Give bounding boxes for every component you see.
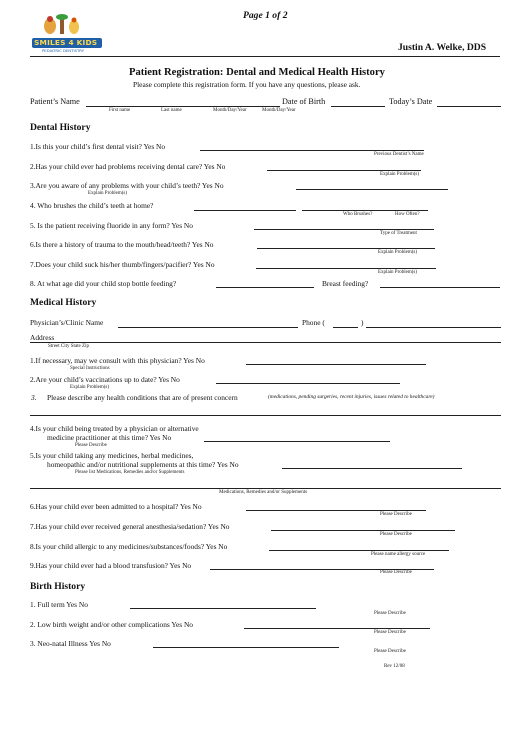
- dental-q4-caption-who: Who Brushes?: [343, 212, 373, 217]
- medical-q2: 2.Are your child’s vaccinations up to date? Yes No: [30, 375, 180, 384]
- medical-q8-caption: Please name allergy source: [371, 552, 426, 557]
- today-date-field[interactable]: [437, 106, 501, 107]
- dental-q4-often-field[interactable]: [302, 210, 428, 211]
- phone-area-field[interactable]: [333, 327, 358, 328]
- dental-q6: 6.Is there a history of trauma to the mouth/head/teeth? Yes No: [30, 240, 214, 249]
- dental-q8-bottle-field[interactable]: [216, 287, 314, 288]
- birth-q3-field[interactable]: [153, 647, 339, 648]
- today-date-label: Today’s Date: [389, 97, 433, 106]
- dental-q8: 8. At what age did your child stop bottle feeding?: [30, 279, 177, 288]
- caption-last-name: Last name: [161, 108, 182, 113]
- dental-q6-caption: Explain Problem(s): [378, 250, 418, 255]
- dental-q4: 4. Who brushes the child’s teeth at home?: [30, 201, 154, 210]
- dental-q1-caption: Previous Dentist’s Name: [374, 152, 424, 157]
- medical-q6: 6.Has your child ever been admitted to a hospital? Yes No: [30, 502, 202, 511]
- medical-q8-field[interactable]: [269, 550, 449, 551]
- medical-q3: Please describe any health conditions that are of present concern: [47, 393, 238, 402]
- dental-q6-field[interactable]: [257, 248, 435, 249]
- birth-q1-field[interactable]: [130, 608, 316, 609]
- dental-q2: 2.Has your child ever had problems receiving dental care? Yes No: [30, 162, 226, 171]
- medical-q4-caption: Please Describe: [75, 443, 107, 448]
- page-number: Page 1 of 2: [243, 10, 288, 21]
- dental-history-heading: Dental History: [30, 122, 91, 133]
- medical-q2-caption: Explain Problem(s): [70, 385, 110, 390]
- logo-text: SMILES 4 KIDS: [34, 38, 98, 47]
- dental-q3: 3.Are you aware of any problems with your child’s teeth? Yes No: [30, 181, 224, 190]
- medical-q7: 7.Has your child ever received general anesthesia/sedation? Yes No: [30, 522, 230, 531]
- dental-q8-breast-label: Breast feeding?: [322, 279, 369, 288]
- revision-label: Rev 12/08: [384, 664, 405, 669]
- patient-name-label: Patient’s Name: [30, 97, 80, 106]
- header-rule: [30, 56, 500, 57]
- medical-q9-caption: Please Describe: [380, 570, 412, 575]
- doctor-name: Justin A. Welke, DDS: [398, 42, 487, 53]
- medical-q1-caption: Special Instructions: [70, 366, 110, 371]
- phone-label: Phone (: [302, 318, 325, 327]
- birth-q3: 3. Neo-natal Illness Yes No: [30, 639, 111, 648]
- medical-q5-caption: Please list Medications, Remedies and/or Supplements: [75, 470, 185, 475]
- medical-q3-field[interactable]: [30, 415, 501, 416]
- medical-q1-field[interactable]: [246, 364, 426, 365]
- form-subtitle: Please complete this registration form. If you have any questions, please ask.: [133, 80, 361, 89]
- dob-label: Date of Birth: [282, 97, 326, 106]
- dental-q5: 5. Is the patient receiving fluoride in any form? Yes No: [30, 221, 193, 230]
- medical-q3-number: 3.: [31, 393, 37, 402]
- dental-q2-field[interactable]: [267, 170, 421, 171]
- medical-q4-line2: medicine practitioner at this time? Yes No: [47, 433, 172, 442]
- dental-q7-field[interactable]: [256, 268, 436, 269]
- medical-q3-note: (medications, pending surgeries, recent injuries, issues related to healthcare): [268, 394, 435, 400]
- dental-q7: 7.Does your child suck his/her thumb/fingers/pacifier? Yes No: [30, 260, 215, 269]
- logo-subtext: PEDIATRIC DENTISTRY: [42, 48, 85, 53]
- dental-q4-who-field[interactable]: [194, 210, 296, 211]
- dental-q1: 1.Is this your child’s first dental visit? Yes No: [30, 142, 166, 151]
- dental-q2-caption: Explain Problem(s): [380, 172, 420, 177]
- dental-q4-caption-often: How Often?: [395, 212, 420, 217]
- dental-q8-breast-field[interactable]: [380, 287, 500, 288]
- birth-q2: 2. Low birth weight and/or other complications Yes No: [30, 620, 193, 629]
- address-field[interactable]: [30, 342, 501, 343]
- phone-number-field[interactable]: [366, 327, 501, 328]
- medical-history-heading: Medical History: [30, 297, 97, 308]
- medical-q5-field-2[interactable]: [30, 488, 501, 489]
- clinic-logo: [32, 12, 102, 54]
- medical-q4-field[interactable]: [204, 441, 390, 442]
- medical-q9: 9.Has your child ever had a blood transfusion? Yes No: [30, 561, 192, 570]
- caption-date-2: Month/Day/Year: [262, 108, 296, 113]
- patient-name-field[interactable]: [86, 106, 280, 107]
- address-label: Address: [30, 333, 55, 342]
- form-title: Patient Registration: Dental and Medical Health History: [129, 67, 385, 78]
- birth-q2-caption: Please Describe: [374, 630, 406, 635]
- medical-q6-caption: Please Describe: [380, 512, 412, 517]
- birth-q3-caption: Please Describe: [374, 649, 406, 654]
- medical-q1: 1.If necessary, may we consult with this physician? Yes No: [30, 356, 205, 365]
- birth-q1-caption: Please Describe: [374, 611, 406, 616]
- dental-q5-caption: Type of Treatment: [380, 231, 417, 236]
- birth-q1: 1. Full term Yes No: [30, 600, 88, 609]
- dental-q3-field[interactable]: [296, 189, 448, 190]
- medical-q5-caption-2: Medications, Remedies and/or Supplements: [219, 490, 308, 495]
- medical-q5-field[interactable]: [282, 468, 462, 469]
- dental-q3-caption: Explain Problem(s): [88, 191, 128, 196]
- medical-q8: 8.Is your child allergic to any medicines/substances/foods? Yes No: [30, 542, 228, 551]
- physician-label: Physician’s/Clinic Name: [30, 318, 104, 327]
- address-caption: Street City State Zip: [48, 344, 89, 349]
- birth-q2-field[interactable]: [244, 628, 430, 629]
- medical-q7-caption: Please Describe: [380, 532, 412, 537]
- dental-q1-field[interactable]: [200, 150, 424, 151]
- caption-first-name: First name: [109, 108, 131, 113]
- physician-field[interactable]: [118, 327, 298, 328]
- medical-q5-line2: homeopathic and/or nutritional supplements at this time? Yes No: [47, 460, 239, 469]
- dental-q5-field[interactable]: [254, 229, 434, 230]
- birth-history-heading: Birth History: [30, 581, 86, 592]
- dental-q7-caption: Explain Problem(s): [378, 270, 418, 275]
- medical-q2-field[interactable]: [216, 383, 400, 384]
- caption-date-1: Month/Day/Year: [213, 108, 247, 113]
- medical-q4-line1: 4.Is your child being treated by a physician or alternative: [30, 424, 199, 433]
- dob-field[interactable]: [331, 106, 385, 107]
- medical-q6-field[interactable]: [246, 510, 426, 511]
- medical-q5-line1: 5.Is your child taking any medicines, herbal medicines,: [30, 451, 194, 460]
- phone-paren: ): [361, 318, 364, 327]
- medical-q7-field[interactable]: [271, 530, 455, 531]
